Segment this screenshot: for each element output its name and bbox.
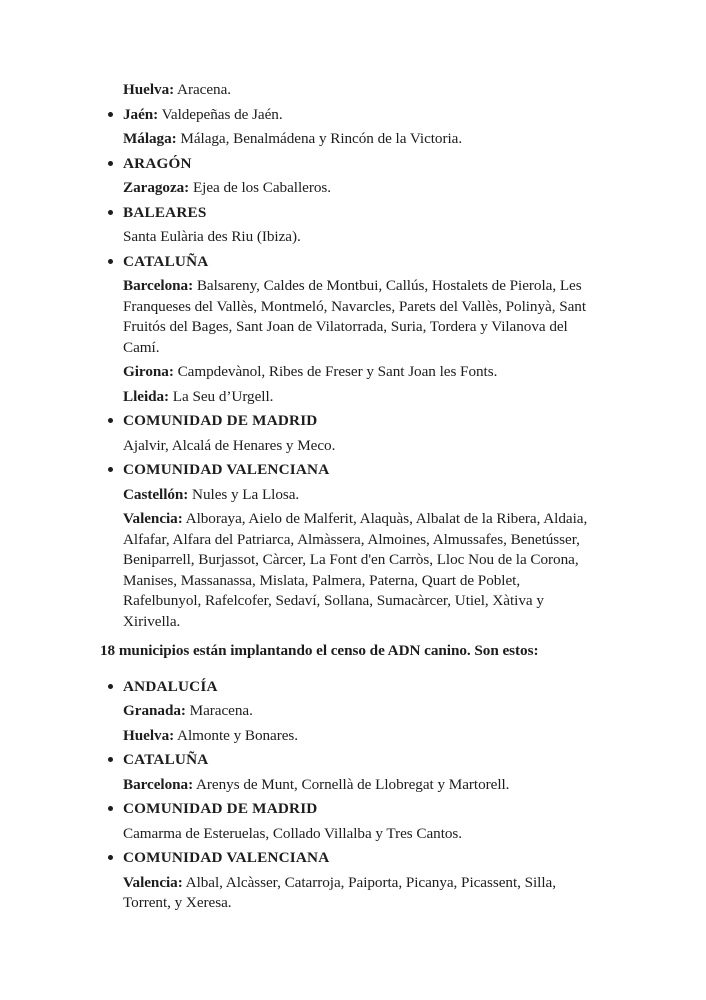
region-heading: COMUNIDAD DE MADRID — [123, 800, 318, 817]
region-heading: COMUNIDAD VALENCIANA — [123, 461, 330, 478]
list-item — [123, 105, 592, 126]
section-heading: 18 municipios están implantando el censo de ADN canino. Son estos: — [100, 642, 539, 659]
bullet-icon — [108, 161, 113, 166]
province-label: Huelva: — [123, 726, 175, 744]
list-item — [123, 227, 592, 248]
entry-text: Albal, Alcàsser, Catarroja, Paiporta, Picanya, Picassent, Silla, Torrent, y Xeresa. — [123, 873, 556, 911]
region-heading: ARAGÓN — [123, 154, 192, 172]
region-item — [123, 252, 592, 273]
entry-text: Aracena. — [174, 81, 232, 98]
bullet-icon — [108, 806, 113, 811]
region-item — [123, 460, 592, 481]
list-item — [123, 80, 592, 101]
list-item — [123, 509, 592, 632]
list-item — [123, 362, 592, 383]
page-content — [100, 80, 592, 918]
region-item — [123, 677, 592, 698]
province-label: Huelva: — [123, 81, 175, 98]
entry-text: Alboraya, Aielo de Malferit, Alaquàs, Albalat de la Ribera, Aldaia, Alfafar, Alfara del Patriarca, Almàssera, Almoines, Almussafes, Benetússer, Beniparrell, Burjassot, Càrcer, La Font d'en Carròs, Lloc Nou de la Corona, Manises, Massanassa, Mislata, Palmera, Paterna, Quart de Poblet, Rafelbunyol, Rafelcofer, Sedaví, Sollana, Sumacàrcer, Utiel, Xàtiva y Xirivella. — [123, 510, 588, 630]
region-heading: CATALUÑA — [123, 252, 209, 270]
province-label: Barcelona: — [123, 277, 194, 294]
entry-text: La Seu d’Urgell. — [169, 387, 274, 405]
region-heading: ANDALUCÍA — [123, 677, 218, 695]
list-item — [123, 485, 592, 506]
bullet-icon — [108, 418, 113, 423]
entry-text: Almonte y Bonares. — [174, 726, 299, 744]
entry-text: Camarma de Esteruelas, Collado Villalba y Tres Cantos. — [123, 824, 463, 842]
province-label: Girona: — [123, 363, 174, 380]
list-item — [123, 276, 592, 358]
region-item — [123, 203, 592, 224]
bullet-icon — [108, 112, 113, 117]
province-label: Jaén: — [123, 105, 159, 123]
region-heading: BALEARES — [123, 203, 207, 221]
province-label: Barcelona: — [123, 775, 194, 793]
list-item — [123, 129, 592, 150]
province-label: Granada: — [123, 702, 186, 719]
bullet-icon — [108, 684, 113, 689]
region-item — [123, 154, 592, 175]
bullet-icon — [108, 210, 113, 215]
province-label: Valencia: — [123, 873, 183, 891]
province-label: Málaga: — [123, 130, 177, 147]
list-item — [123, 824, 592, 845]
entry-text: Campdevànol, Ribes de Freser y Sant Joan les Fonts. — [173, 363, 498, 380]
list-item — [123, 726, 592, 747]
entry-text: Valdepeñas de Jaén. — [158, 105, 283, 123]
list-item — [123, 178, 592, 199]
region-heading: COMUNIDAD VALENCIANA — [123, 849, 330, 866]
province-label: Zaragoza: — [123, 179, 190, 196]
entry-text: Málaga, Benalmádena y Rincón de la Victoria. — [176, 130, 463, 147]
region-item — [123, 750, 592, 771]
list-item — [123, 387, 592, 408]
entry-text: Ajalvir, Alcalá de Henares y Meco. — [123, 436, 336, 454]
list-item — [123, 701, 592, 722]
bullet-icon — [108, 757, 113, 762]
region-heading: COMUNIDAD DE MADRID — [123, 412, 318, 429]
list-item — [123, 775, 592, 796]
bullet-icon — [108, 259, 113, 264]
region-item — [123, 799, 592, 820]
bullet-icon — [108, 467, 113, 472]
region-item — [123, 411, 592, 432]
entry-text: Maracena. — [185, 702, 253, 719]
entry-text: Nules y La Llosa. — [188, 485, 300, 503]
entry-text: Ejea de los Caballeros. — [189, 179, 331, 196]
entry-text: Santa Eulària des Riu (Ibiza). — [123, 228, 301, 245]
list-item — [123, 873, 592, 914]
list-item — [123, 436, 592, 457]
province-label: Castellón: — [123, 485, 189, 503]
province-label: Lleida: — [123, 387, 170, 405]
province-label: Valencia: — [123, 510, 183, 527]
region-heading: CATALUÑA — [123, 751, 209, 768]
entry-text: Balsareny, Caldes de Montbui, Callús, Hostalets de Pierola, Les Franqueses del Vallès, Montmeló, Navarcles, Parets del Vallès, Polinyà, Sant Fruitós del Bages, Sant Joan de Vilatorrada, Suria, Tordera y Vilanova del Camí. — [123, 277, 586, 356]
region-item — [123, 848, 592, 869]
bullet-icon — [108, 855, 113, 860]
entry-text: Arenys de Munt, Cornellà de Llobregat y Martorell. — [193, 775, 510, 793]
